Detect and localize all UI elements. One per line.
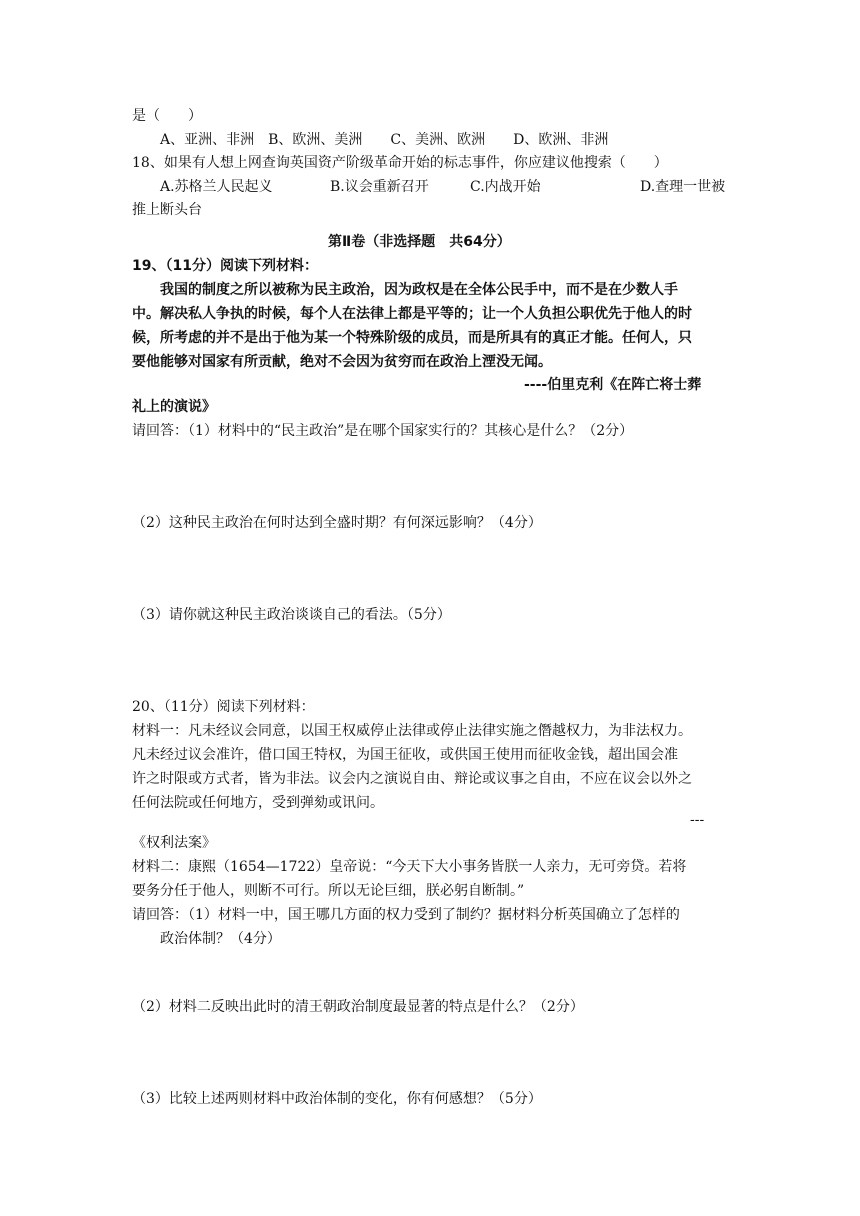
q17-tail: 是（ ） <box>132 108 202 124</box>
q20-material-1-source: 《权利法案》 <box>132 835 216 851</box>
q19-stem: 19、（11分）阅读下列材料： <box>132 258 318 274</box>
q20-material-1-line-1: 材料一：凡未经议会同意，以国王权威停止法律或停止法律实施之僭越权力，为非法权力。 <box>132 723 692 739</box>
q20-material-2-line-2: 要务分任于他人，则断不可行。所以无论巨细，朕必躬自断制。” <box>132 883 525 899</box>
q19-question-3: （3）请你就这种民主政治谈谈自己的看法。（5分） <box>132 607 451 623</box>
q20-question-3: （3）比较上述两则材料中政治体制的变化，你有何感想？（5分） <box>132 1091 542 1107</box>
q20-material-1-line-3: 许之时限或方式者，皆为非法。议会内之演说自由、辩论或议事之自由，不应在议会以外之 <box>132 771 692 787</box>
q19-source-line-2: 礼上的演说》 <box>132 399 216 415</box>
q17-options: A、亚洲、非洲 B、欧洲、美洲 C、美洲、欧洲 D、欧洲、非洲 <box>160 132 609 148</box>
section-2-title: 第Ⅱ卷（非选择题 共64分） <box>328 234 511 250</box>
q19-material-line-3: 候，所考虑的并不是出于他为某一个特殊阶级的成员，而是所具有的真正才能。任何人，只 <box>132 330 692 346</box>
q19-material-line-4: 要他能够对国家有所贡献，绝对不会因为贫穷而在政治上湮没无闻。 <box>132 354 552 370</box>
q18-option-d-continued: 推上断头台 <box>132 202 202 218</box>
q19-source-line-1: ----伯里克利《在阵亡将士葬 <box>524 377 702 393</box>
q20-material-1-line-4: 任何法院或任何地方，受到弹劾或讯问。 <box>132 795 384 811</box>
q20-question-2: （2）材料二反映出此时的清王朝政治制度最显著的特点是什么？（2分） <box>132 999 584 1015</box>
q18-option-a: A.苏格兰人民起义 <box>160 179 273 195</box>
q20-material-1-line-2: 凡未经过议会准许，借口国王特权，为国王征收，或供国王使用而征收金钱，超出国会准 <box>132 747 678 763</box>
q20-material-1-dash: --- <box>690 812 705 828</box>
q20-material-2-line-1: 材料二：康熙（1654—1722）皇帝说：“今天下大小事务皆朕一人亲力，无可旁贷。若将 <box>132 859 687 875</box>
q18-option-c: C.内战开始 <box>470 179 541 195</box>
q19-question-2: （2）这种民主政治在何时达到全盛时期？有何深远影响？（4分） <box>132 515 542 531</box>
q18-stem: 18、如果有人想上网查询英国资产阶级革命开始的标志事件，你应建议他搜索（ ） <box>132 155 668 171</box>
q18-option-d: D.查理一世被 <box>640 179 726 195</box>
q19-question-1: 请回答：（1）材料中的“民主政治”是在哪个国家实行的？其核心是什么？（2分） <box>132 423 634 439</box>
q20-question-1-line-2: 政治体制？（4分） <box>160 931 281 947</box>
q20-stem: 20、（11分）阅读下列材料： <box>132 699 315 715</box>
q18-option-b: B.议会重新召开 <box>330 179 429 195</box>
q20-question-1-line-1: 请回答：（1）材料一中，国王哪几方面的权力受到了制约？据材料分析英国确立了怎样的 <box>132 907 680 923</box>
q19-material-line-2: 中。解决私人争执的时候，每个人在法律上都是平等的；让一个人负担公职优先于他人的时 <box>132 306 692 322</box>
q19-material-line-1: 我国的制度之所以被称为民主政治，因为政权是在全体公民手中，而不是在少数人手 <box>160 282 678 298</box>
